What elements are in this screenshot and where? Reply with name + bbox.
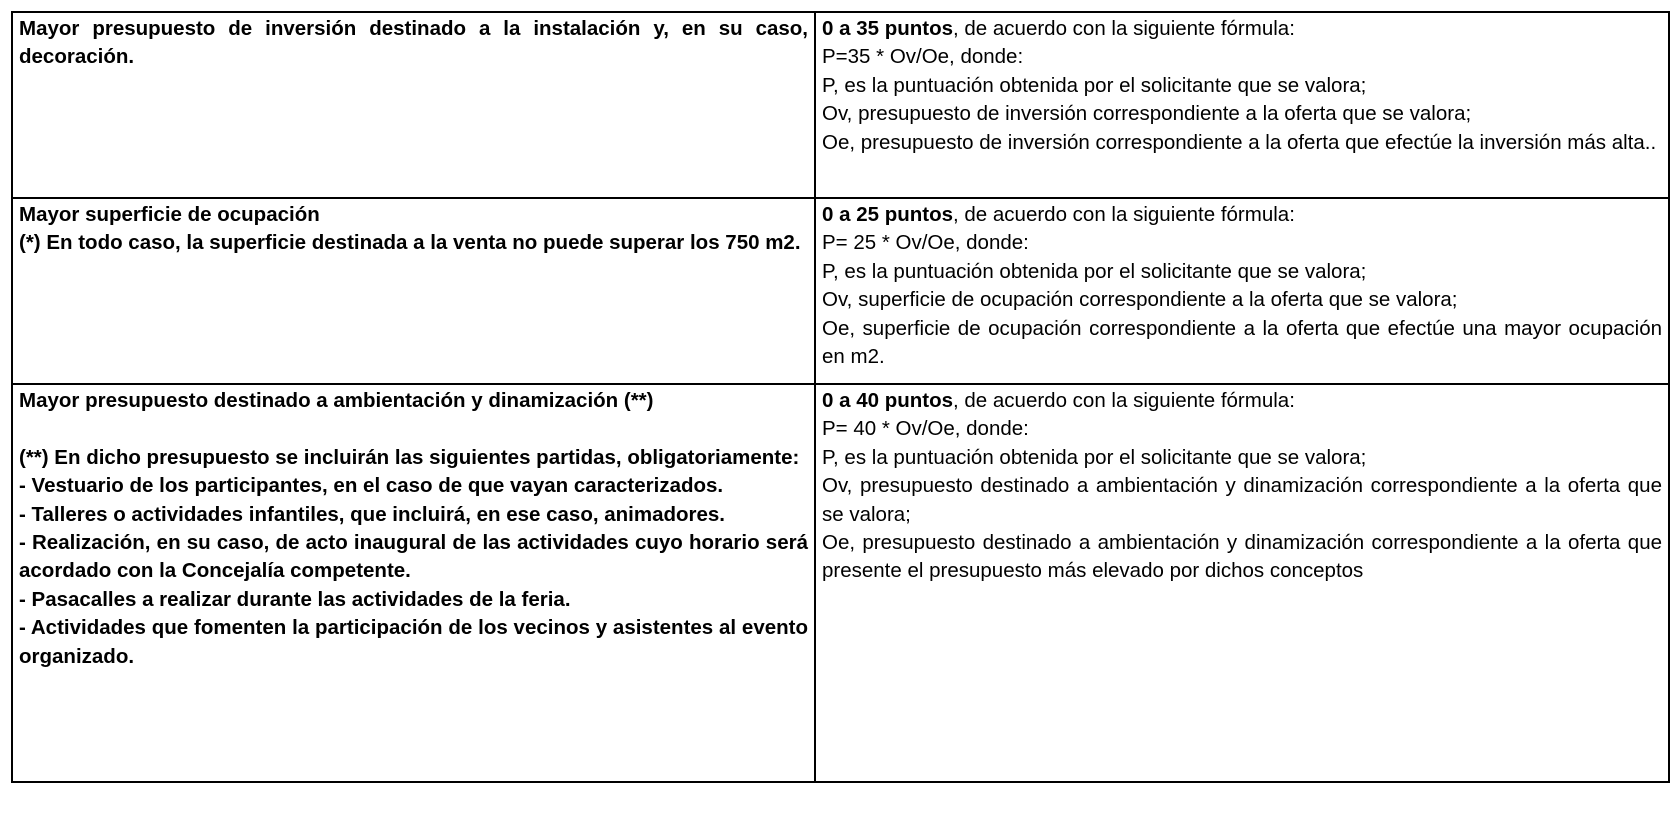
scoring-cell bbox=[815, 198, 1669, 384]
scoring-cell bbox=[815, 12, 1669, 198]
scoring-intro bbox=[822, 201, 1662, 229]
table-row bbox=[12, 198, 1669, 384]
criterion-list-item: - Realización, en su caso, de acto inaugural de las actividades cuyo horario será acordado con la Concejalía competente. bbox=[19, 531, 808, 583]
criterion-list-item: - Talleres o actividades infantiles, que incluirá, en ese caso, animadores. bbox=[19, 502, 725, 526]
criterion-title: Mayor presupuesto destinado a ambientación y dinamización (**) bbox=[19, 389, 654, 412]
criterion-list-item: - Vestuario de los participantes, en el caso de que vayan caracterizados. bbox=[19, 474, 724, 498]
formula-intro: , de acuerdo con la siguiente fórmula: bbox=[953, 203, 1295, 226]
points-range: 0 a 35 puntos bbox=[822, 17, 954, 40]
scoring-cell bbox=[815, 384, 1669, 782]
table-row bbox=[12, 12, 1669, 198]
formula-line: P=35 * Ov/Oe, donde: bbox=[822, 45, 1024, 69]
points-range: 0 a 40 puntos bbox=[822, 389, 954, 412]
formula-line: P, es la puntuación obtenida por el solicitante que se valora; bbox=[822, 259, 1367, 283]
scoring-intro bbox=[822, 387, 1662, 415]
criterion-text: Mayor presupuesto de inversión destinado a la instalación y, en su caso, decoración. bbox=[19, 17, 808, 69]
table-row bbox=[12, 384, 1669, 782]
formula-line: P= 40 * Ov/Oe, donde: bbox=[822, 417, 1029, 441]
formula-line: P, es la puntuación obtenida por el solicitante que se valora; bbox=[822, 73, 1367, 97]
formula-line: Oe, superficie de ocupación correspondiente a la oferta que efectúe una mayor ocupación en m2. bbox=[822, 316, 1662, 369]
formula-line: P, es la puntuación obtenida por el solicitante que se valora; bbox=[822, 445, 1367, 469]
formula-line: Oe, presupuesto destinado a ambientación y dinamización correspondiente a la oferta que presente el presupuesto más elevado por dichos conceptos bbox=[822, 531, 1662, 583]
formula-line: Oe, presupuesto de inversión correspondiente a la oferta que efectúe la inversión más alta.. bbox=[822, 130, 1657, 154]
formula-line: P= 25 * Ov/Oe, donde: bbox=[822, 231, 1029, 255]
points-range: 0 a 25 puntos bbox=[822, 203, 954, 226]
criterion-cell bbox=[12, 198, 815, 384]
criterion-note: (*) En todo caso, la superficie destinada a la venta no puede superar los 750 m2. bbox=[19, 231, 801, 255]
formula-line: Ov, presupuesto destinado a ambientación y dinamización correspondiente a la oferta que se valora; bbox=[822, 474, 1662, 526]
formula-intro: , de acuerdo con la siguiente fórmula: bbox=[953, 17, 1295, 40]
scoring-intro bbox=[822, 15, 1662, 43]
spacer bbox=[19, 415, 808, 443]
criteria-table bbox=[11, 11, 1670, 783]
criterion-list-item: - Actividades que fomenten la participación de los vecinos y asistentes al evento organizado. bbox=[19, 616, 808, 668]
criterion-cell bbox=[12, 384, 815, 782]
criterion-list-item: - Pasacalles a realizar durante las actividades de la feria. bbox=[19, 587, 571, 611]
formula-line: Ov, presupuesto de inversión correspondiente a la oferta que se valora; bbox=[822, 102, 1472, 126]
formula-intro: , de acuerdo con la siguiente fórmula: bbox=[953, 389, 1295, 412]
criterion-note: (**) En dicho presupuesto se incluirán las siguientes partidas, obligatoriamente: bbox=[19, 445, 800, 469]
criterion-title: Mayor superficie de ocupación bbox=[19, 203, 320, 226]
formula-line: Ov, superficie de ocupación correspondiente a la oferta que se valora; bbox=[822, 288, 1458, 312]
criterion-cell bbox=[12, 12, 815, 198]
